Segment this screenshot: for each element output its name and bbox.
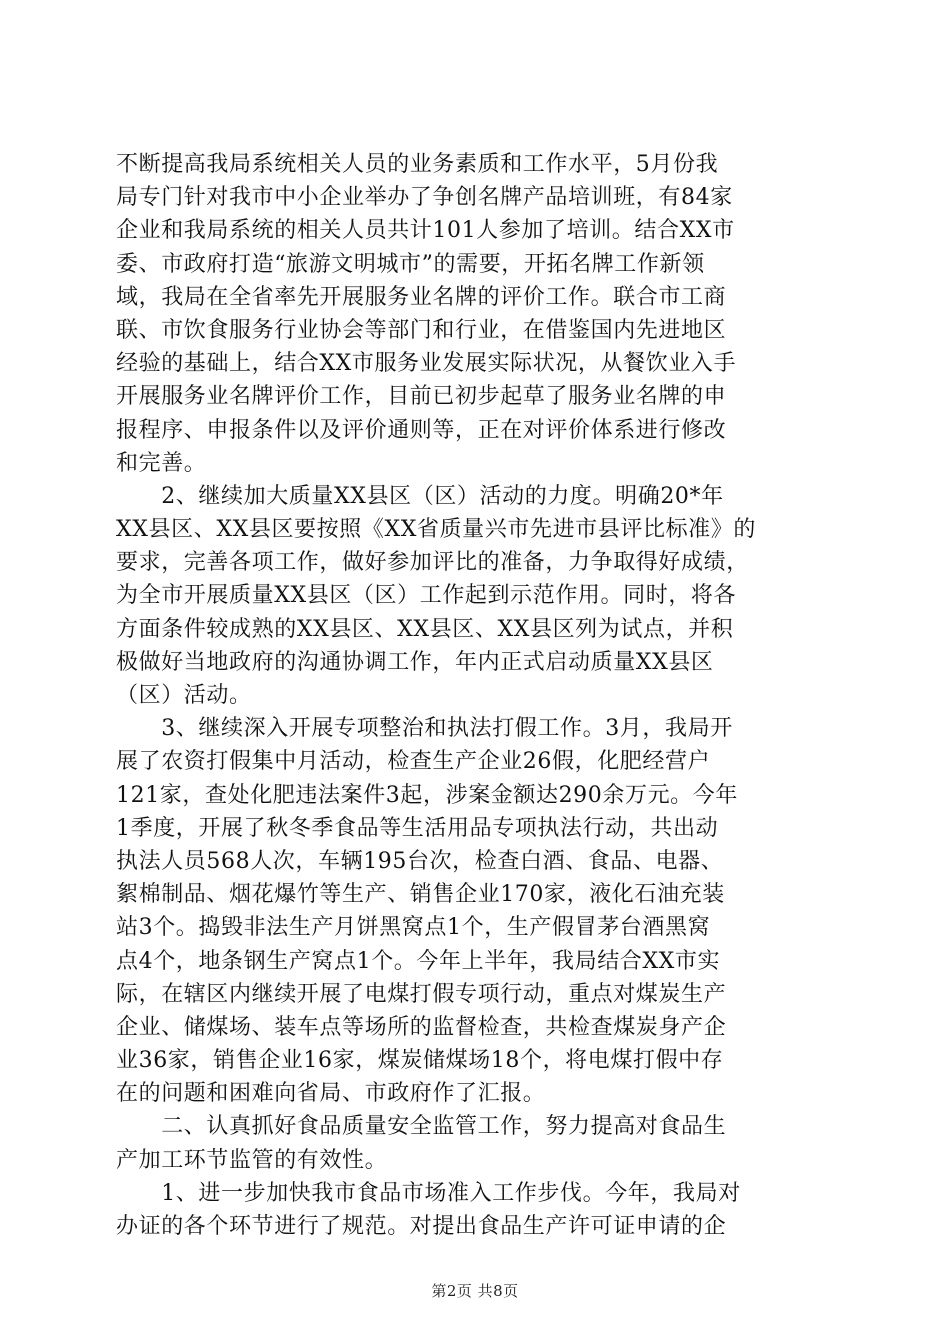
text-line: 1、进一步加快我市食品市场准入工作步伐。今年，我局对 [116,1180,741,1206]
text-line: 开展服务业名牌评价工作，目前已初步起草了服务业名牌的申 [116,384,727,410]
text-line: 域，我局在全省率先开展服务业名牌的评价工作。联合市工商 [116,284,727,310]
text-line: 121家，查处化肥违法案件3起，涉案金额达290余万元。今年 [116,782,738,808]
page-footer: 第2页 共8页 [431,1282,519,1300]
text-line: 2、继续加大质量XX县区（区）活动的力度。明确20*年 [116,483,724,509]
text-line: （区）活动。 [116,683,252,708]
text-line: 絮棉制品、烟花爆竹等生产、销售企业170家，液化石油充装 [116,882,725,908]
text-line: 要求，完善各项工作，做好参加评比的准备，力争取得好成绩， [116,550,749,576]
text-line: 执法人员568人次，车辆195台次，检查白酒、食品、电器、 [116,848,724,874]
text-line: 报程序、申报条件以及评价通则等，正在对评价体系进行修改 [116,417,727,443]
text-line: 办证的各个环节进行了规范。对提出食品生产许可证申请的企 [116,1214,727,1239]
text-line: 企业、储煤场、装车点等场所的监督检查，共检查煤炭身产企 [116,1014,727,1040]
text-line: 和完善。 [116,450,207,476]
text-line: 不断提高我局系统相关人员的业务素质和工作水平，5月份我 [116,152,719,177]
text-line: 二、认真抓好食品质量安全监管工作，努力提高对食品生 [116,1114,727,1140]
text-line: 经验的基础上，结合XX市服务业发展实际状况，从餐饮业入手 [116,351,737,377]
text-line: 局专门针对我市中小企业举办了争创名牌产品培训班，有84家 [116,185,733,211]
text-line: 联、市饮食服务行业协会等部门和行业，在借鉴国内先进地区 [116,317,727,343]
text-line: 站3个。捣毁非法生产月饼黑窝点1个，生产假冒茅台酒黑窝 [116,915,711,941]
text-line: 1季度，开展了秋冬季食品等生活用品专项执法行动，共出动 [116,815,719,841]
text-line: XX县区、XX县区要按照《XX省质量兴市先进市县评比标准》的 [116,517,756,543]
text-line: 业36家，销售企业16家，煤炭储煤场18个，将电煤打假中存 [116,1048,724,1074]
text-line: 际，在辖区内继续开展了电煤打假专项行动，重点对煤炭生产 [116,981,727,1007]
text-line: 产加工环节监管的有效性。 [116,1147,388,1173]
text-line: 委、市政府打造“旅游文明城市”的需要，开拓名牌工作新领 [116,251,705,277]
text-line: 3、继续深入开展专项整治和执法打假工作。3月，我局开 [116,716,733,742]
text-line: 为全市开展质量XX县区（区）工作起到示范作用。同时，将各 [116,583,737,609]
text-line: 极做好当地政府的沟通协调工作，年内正式启动质量XX县区 [116,649,714,675]
text-line: 展了农资打假集中月活动，检查生产企业26假，化肥经营户 [116,749,711,775]
text-line: 点4个，地条钢生产窝点1个。今年上半年，我局结合XX市实 [116,948,721,974]
document-body [116,148,836,1243]
text-line: 方面条件较成熟的XX县区、XX县区、XX县区列为试点，并积 [116,616,734,642]
text-line: 企业和我局系统的相关人员共计101人参加了培训。结合XX市 [116,218,735,244]
text-line: 在的问题和困难向省局、市政府作了汇报。 [116,1081,546,1107]
